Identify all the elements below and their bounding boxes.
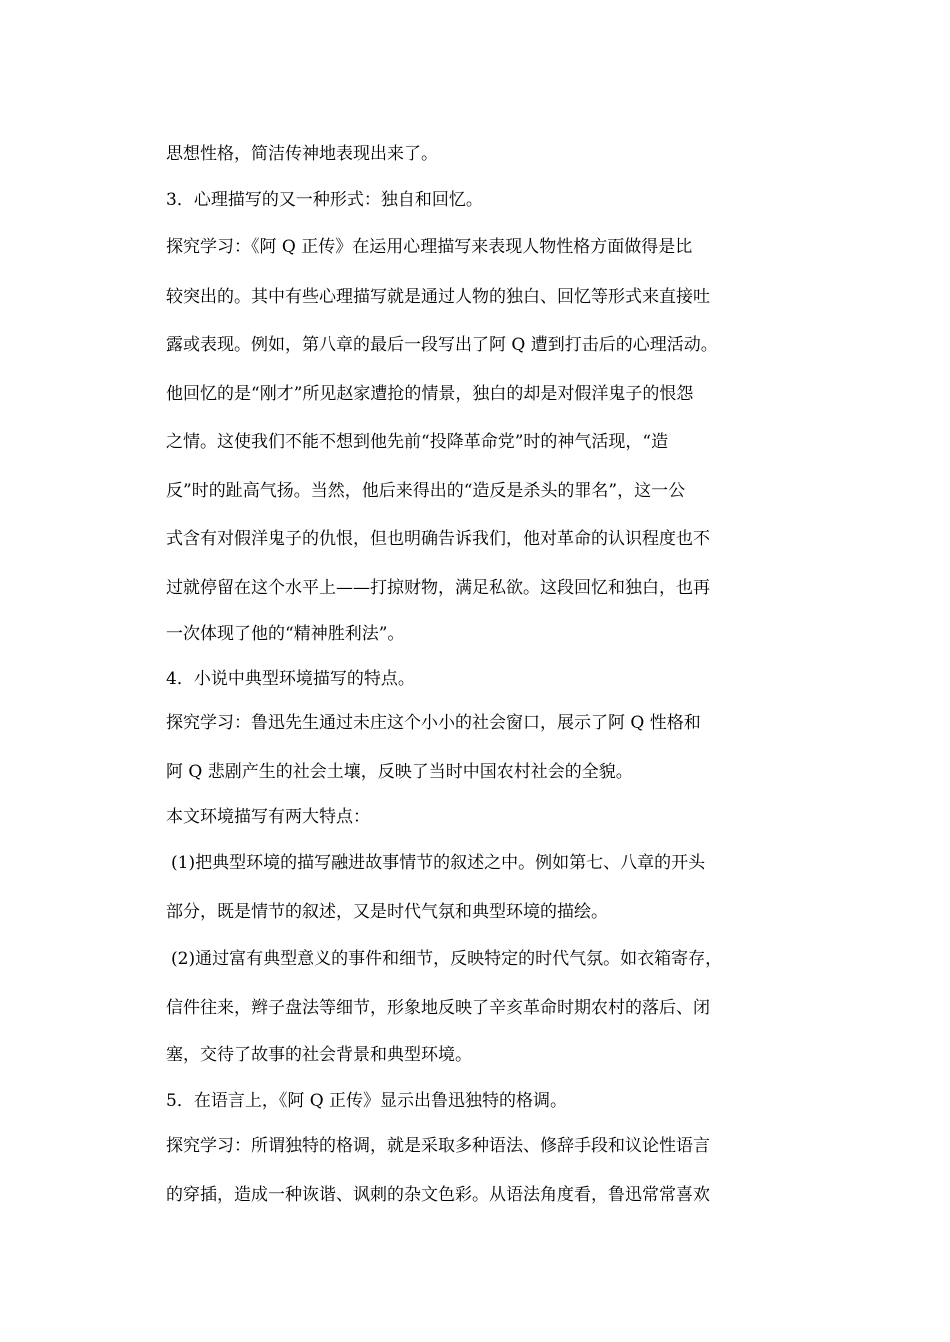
text-line: 他回忆的是“刚才”所见赵家遭抢的情景，独白的却是对假洋鬼子的恨怨 [166, 384, 694, 404]
text-line: 思想性格，简洁传神地表现出来了。 [166, 144, 438, 164]
text-line: 信件往来，辫子盘法等细节，形象地反映了辛亥革命时期农村的落后、闭 [166, 998, 710, 1018]
text-line: 之情。这使我们不能不想到他先前“投降革命党”时的神气活现，“造 [166, 432, 669, 452]
text-line: 塞，交待了故事的社会背景和典型环境。 [166, 1045, 472, 1065]
text-line: 反”时的趾高气扬。当然，他后来得出的“造反是杀头的罪名”，这一公 [166, 481, 686, 501]
text-line: 本文环境描写有两大特点： [166, 807, 370, 827]
text-line: 探究学习：《阿 Q 正传》在运用心理描写来表现人物性格方面做得是比 [166, 237, 693, 257]
list-item-2: (2)通过富有典型意义的事件和细节，反映特定的时代气氛。如衣箱寄存， [171, 949, 723, 969]
text-line: 一次体现了他的“精神胜利法”。 [166, 624, 405, 644]
text-line: 探究学习：所谓独特的格调，就是采取多种语法、修辞手段和议论性语言 [166, 1136, 710, 1156]
text-line: 式含有对假洋鬼子的仇恨，但也明确告诉我们，他对革命的认识程度也不 [166, 529, 710, 549]
text-line: 阿 Q 悲剧产生的社会土壤，反映了当时中国农村社会的全貌。 [166, 762, 633, 782]
text-line: 探究学习：鲁迅先生通过未庄这个小小的社会窗口，展示了阿 Q 性格和 [166, 713, 701, 733]
section-heading-5: 5．在语言上，《阿 Q 正传》显示出鲁迅独特的格调。 [166, 1091, 568, 1111]
text-line: 较突出的。其中有些心理描写就是通过人物的独白、回忆等形式来直接吐 [166, 287, 710, 307]
text-line: 露或表现。例如，第八章的最后一段写出了阿 Q 遭到打击后的心理活动。 [166, 335, 718, 355]
section-heading-4: 4．小说中典型环境描写的特点。 [166, 669, 415, 689]
section-heading-3: 3．心理描写的又一种形式：独自和回忆。 [166, 190, 483, 210]
text-line: 的穿插，造成一种诙谐、讽刺的杂文色彩。从语法角度看，鲁迅常常喜欢 [166, 1185, 710, 1205]
text-line: 过就停留在这个水平上——打掠财物，满足私欲。这段回忆和独白，也再 [166, 578, 710, 598]
list-item-1: (1)把典型环境的描写融进故事情节的叙述之中。例如第七、八章的开头 [171, 853, 706, 873]
text-line: 部分，既是情节的叙述，又是时代气氛和典型环境的描绘。 [166, 902, 608, 922]
